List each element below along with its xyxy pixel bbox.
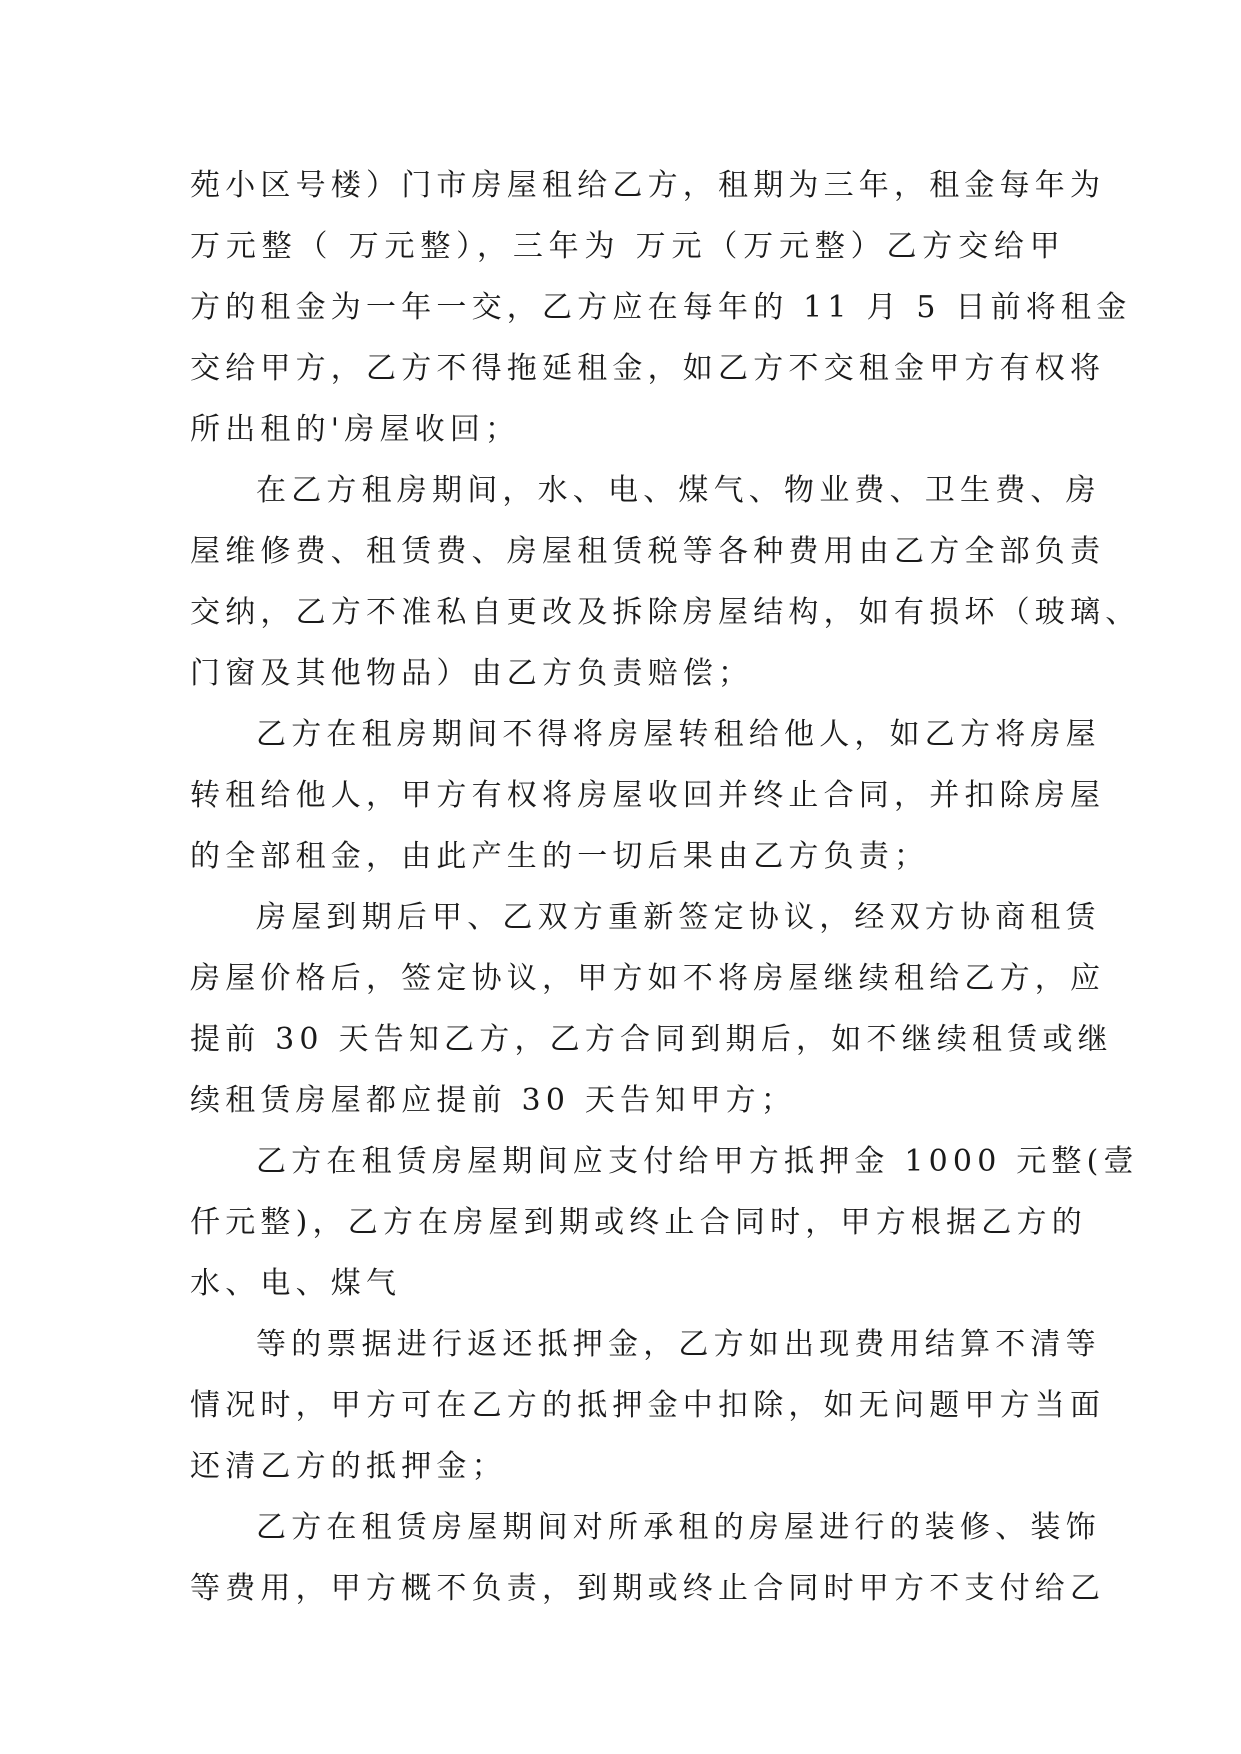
text-line: 方的租金为一年一交，乙方应在每年的 11 月 5 日前将租金 — [190, 290, 1132, 325]
text-line: 屋维修费、租赁费、房屋租赁税等各种费用由乙方全部负责 — [190, 534, 1106, 569]
paragraph-first-line: 在乙方租房期间，水、电、煤气、物业费、卫生费、房 — [256, 473, 1101, 508]
text-line: 转租给他人，甲方有权将房屋收回并终止合同，并扣除房屋 — [190, 778, 1106, 813]
text-line: 续租赁房屋都应提前 30 天告知甲方； — [190, 1083, 797, 1118]
paragraph-first-line: 房屋到期后甲、乙双方重新签定协议，经双方协商租赁 — [256, 900, 1101, 935]
document-body — [190, 155, 1141, 1619]
paragraph-first-line: 等的票据进行返还抵押金，乙方如出现费用结算不清等 — [256, 1327, 1101, 1362]
text-line: 所出租的'房屋收回； — [190, 412, 521, 447]
text-line: 苑小区号楼）门市房屋租给乙方，租期为三年，租金每年为 — [190, 168, 1106, 203]
text-line: 水、电、煤气 — [190, 1266, 402, 1301]
paragraph-first-line: 乙方在租赁房屋期间应支付给甲方抵押金 1000 元整(壹 — [256, 1144, 1139, 1179]
text-line: 提前 30 天告知乙方，乙方合同到期后，如不继续租赁或继 — [190, 1022, 1113, 1057]
text-line: 万元整（ 万元整），三年为 万元（万元整）乙方交给甲 — [190, 229, 1065, 264]
text-line: 门窗及其他物品）由乙方负责赔偿； — [190, 656, 754, 691]
text-line: 交给甲方，乙方不得拖延租金，如乙方不交租金甲方有权将 — [190, 351, 1106, 386]
text-line: 交纳，乙方不准私自更改及拆除房屋结构，如有损坏（玻璃、 — [190, 595, 1141, 630]
text-line: 仟元整)，乙方在房屋到期或终止合同时，甲方根据乙方的 — [190, 1205, 1087, 1240]
text-line: 还清乙方的抵押金； — [190, 1449, 507, 1484]
text-line: 情况时，甲方可在乙方的抵押金中扣除，如无问题甲方当面 — [190, 1388, 1106, 1423]
text-line: 房屋价格后，签定协议，甲方如不将房屋继续租给乙方，应 — [190, 961, 1106, 996]
paragraph-first-line: 乙方在租赁房屋期间对所承租的房屋进行的装修、装饰 — [256, 1510, 1101, 1545]
text-line: 的全部租金，由此产生的一切后果由乙方负责； — [190, 839, 930, 874]
text-line: 等费用，甲方概不负责，到期或终止合同时甲方不支付给乙 — [190, 1571, 1106, 1606]
paragraph-first-line: 乙方在租房期间不得将房屋转租给他人，如乙方将房屋 — [256, 717, 1101, 752]
